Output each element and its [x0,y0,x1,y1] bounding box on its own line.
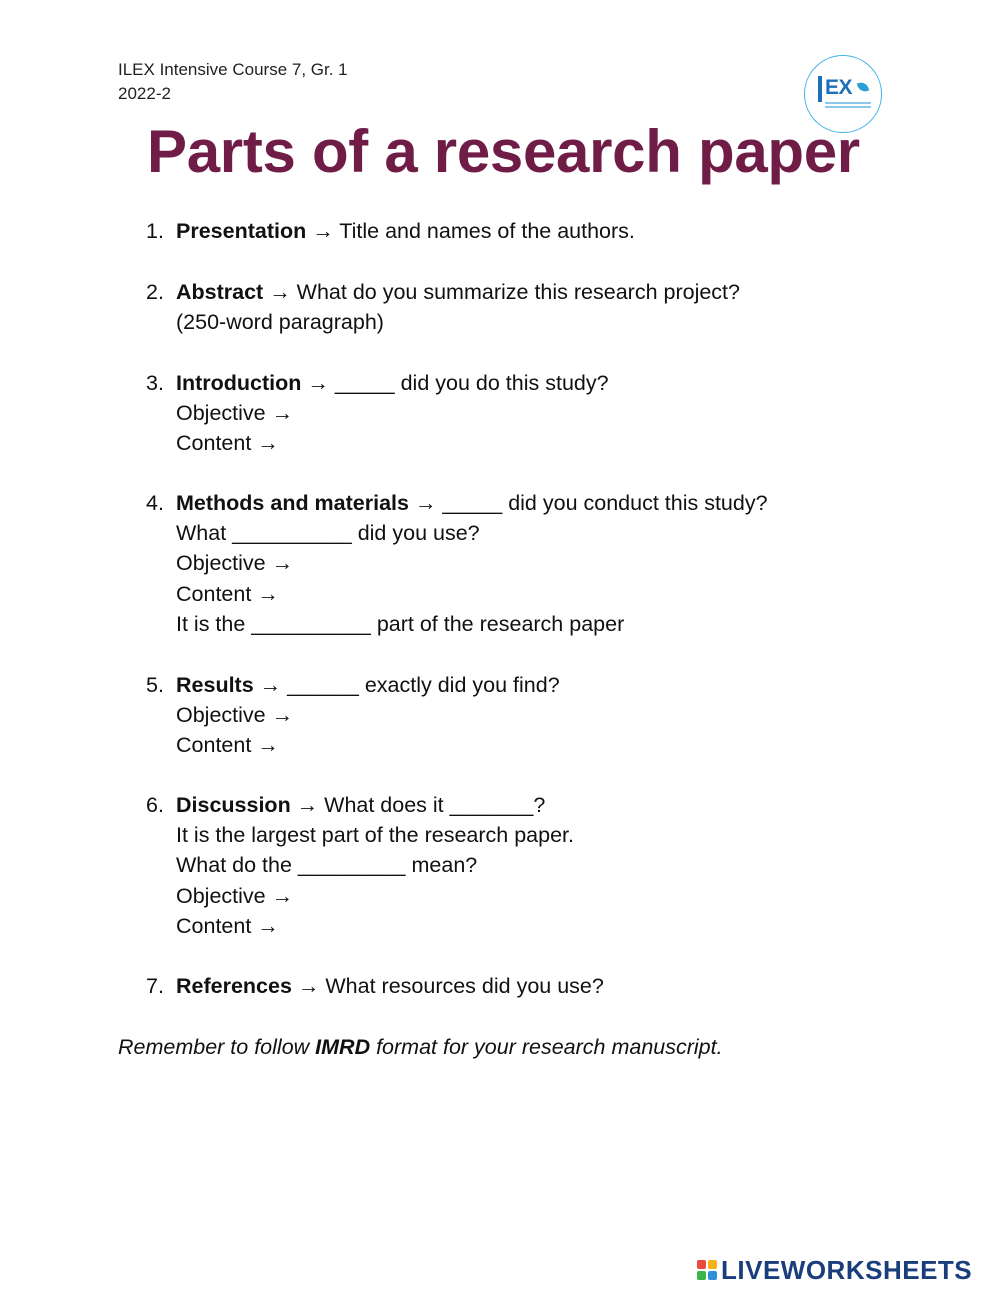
item-subline: Content → [176,733,279,758]
list-item [176,488,768,518]
note-after: format for your research manuscript. [370,1035,723,1059]
list-item [176,670,560,700]
item-heading: Results [176,673,254,697]
item-description: → What do you summarize this research project? [263,280,740,304]
liveworksheets-logo-icon [697,1260,717,1280]
item-heading: Abstract [176,280,264,304]
item-number: 1. [146,219,164,243]
watermark-text: LIVEWORKSHEETS [721,1254,973,1285]
list-item [176,790,545,820]
note-before: Remember to follow [118,1035,316,1059]
item-description: → What resources did you use? [291,974,604,998]
logo-text: EX [825,76,853,99]
logo-bar [818,76,822,102]
item-subline: Objective → [176,883,294,908]
page-title: Parts of a research paper [147,118,860,185]
item-heading: Discussion [176,793,291,817]
logo-subtitle-lines [825,102,871,104]
item-number: 4. [146,491,164,515]
item-number: 5. [146,673,164,697]
item-subline: Content → [176,581,279,606]
item-subline: It is the largest part of the research paper. [176,823,574,848]
list-item [176,368,609,398]
logo-square [708,1260,717,1269]
item-heading: References [176,974,292,998]
item-subline: What do the _________ mean? [176,853,478,878]
item-subline: (250-word paragraph) [176,310,384,335]
item-description: → ______ exactly did you find? [253,673,560,697]
item-subline: It is the __________ part of the research paper [176,611,625,636]
item-heading: Introduction [176,371,302,395]
liveworksheets-watermark [697,1252,972,1288]
list-item [176,277,740,307]
item-description: → _____ did you do this study? [301,371,609,395]
item-description: → What does it _______? [290,793,546,817]
logo-leaf-icon [857,81,869,93]
item-subline: Content → [176,431,279,456]
item-number: 6. [146,793,164,817]
logo-square [697,1260,706,1269]
item-heading: Methods and materials [176,491,409,515]
item-description: → Title and names of the authors. [306,219,635,243]
logo-square [697,1271,706,1280]
item-heading: Presentation [176,219,307,243]
item-number: 2. [146,280,164,304]
course-header [118,58,348,106]
list-item [176,216,635,246]
item-number: 3. [146,371,164,395]
logo-square [708,1271,717,1280]
list-item [176,971,604,1001]
item-subline: Objective → [176,401,294,426]
item-subline: What __________ did you use? [176,521,480,546]
item-subline: Content → [176,913,279,938]
item-number: 7. [146,974,164,998]
course-term: 2022-2 [118,84,171,103]
course-name: ILEX Intensive Course 7, Gr. 1 [118,60,348,79]
item-subline: Objective → [176,703,294,728]
item-description: → _____ did you conduct this study? [408,491,768,515]
item-subline: Objective → [176,551,294,576]
note-bold: IMRD [315,1035,371,1059]
imrd-note [118,1032,723,1062]
